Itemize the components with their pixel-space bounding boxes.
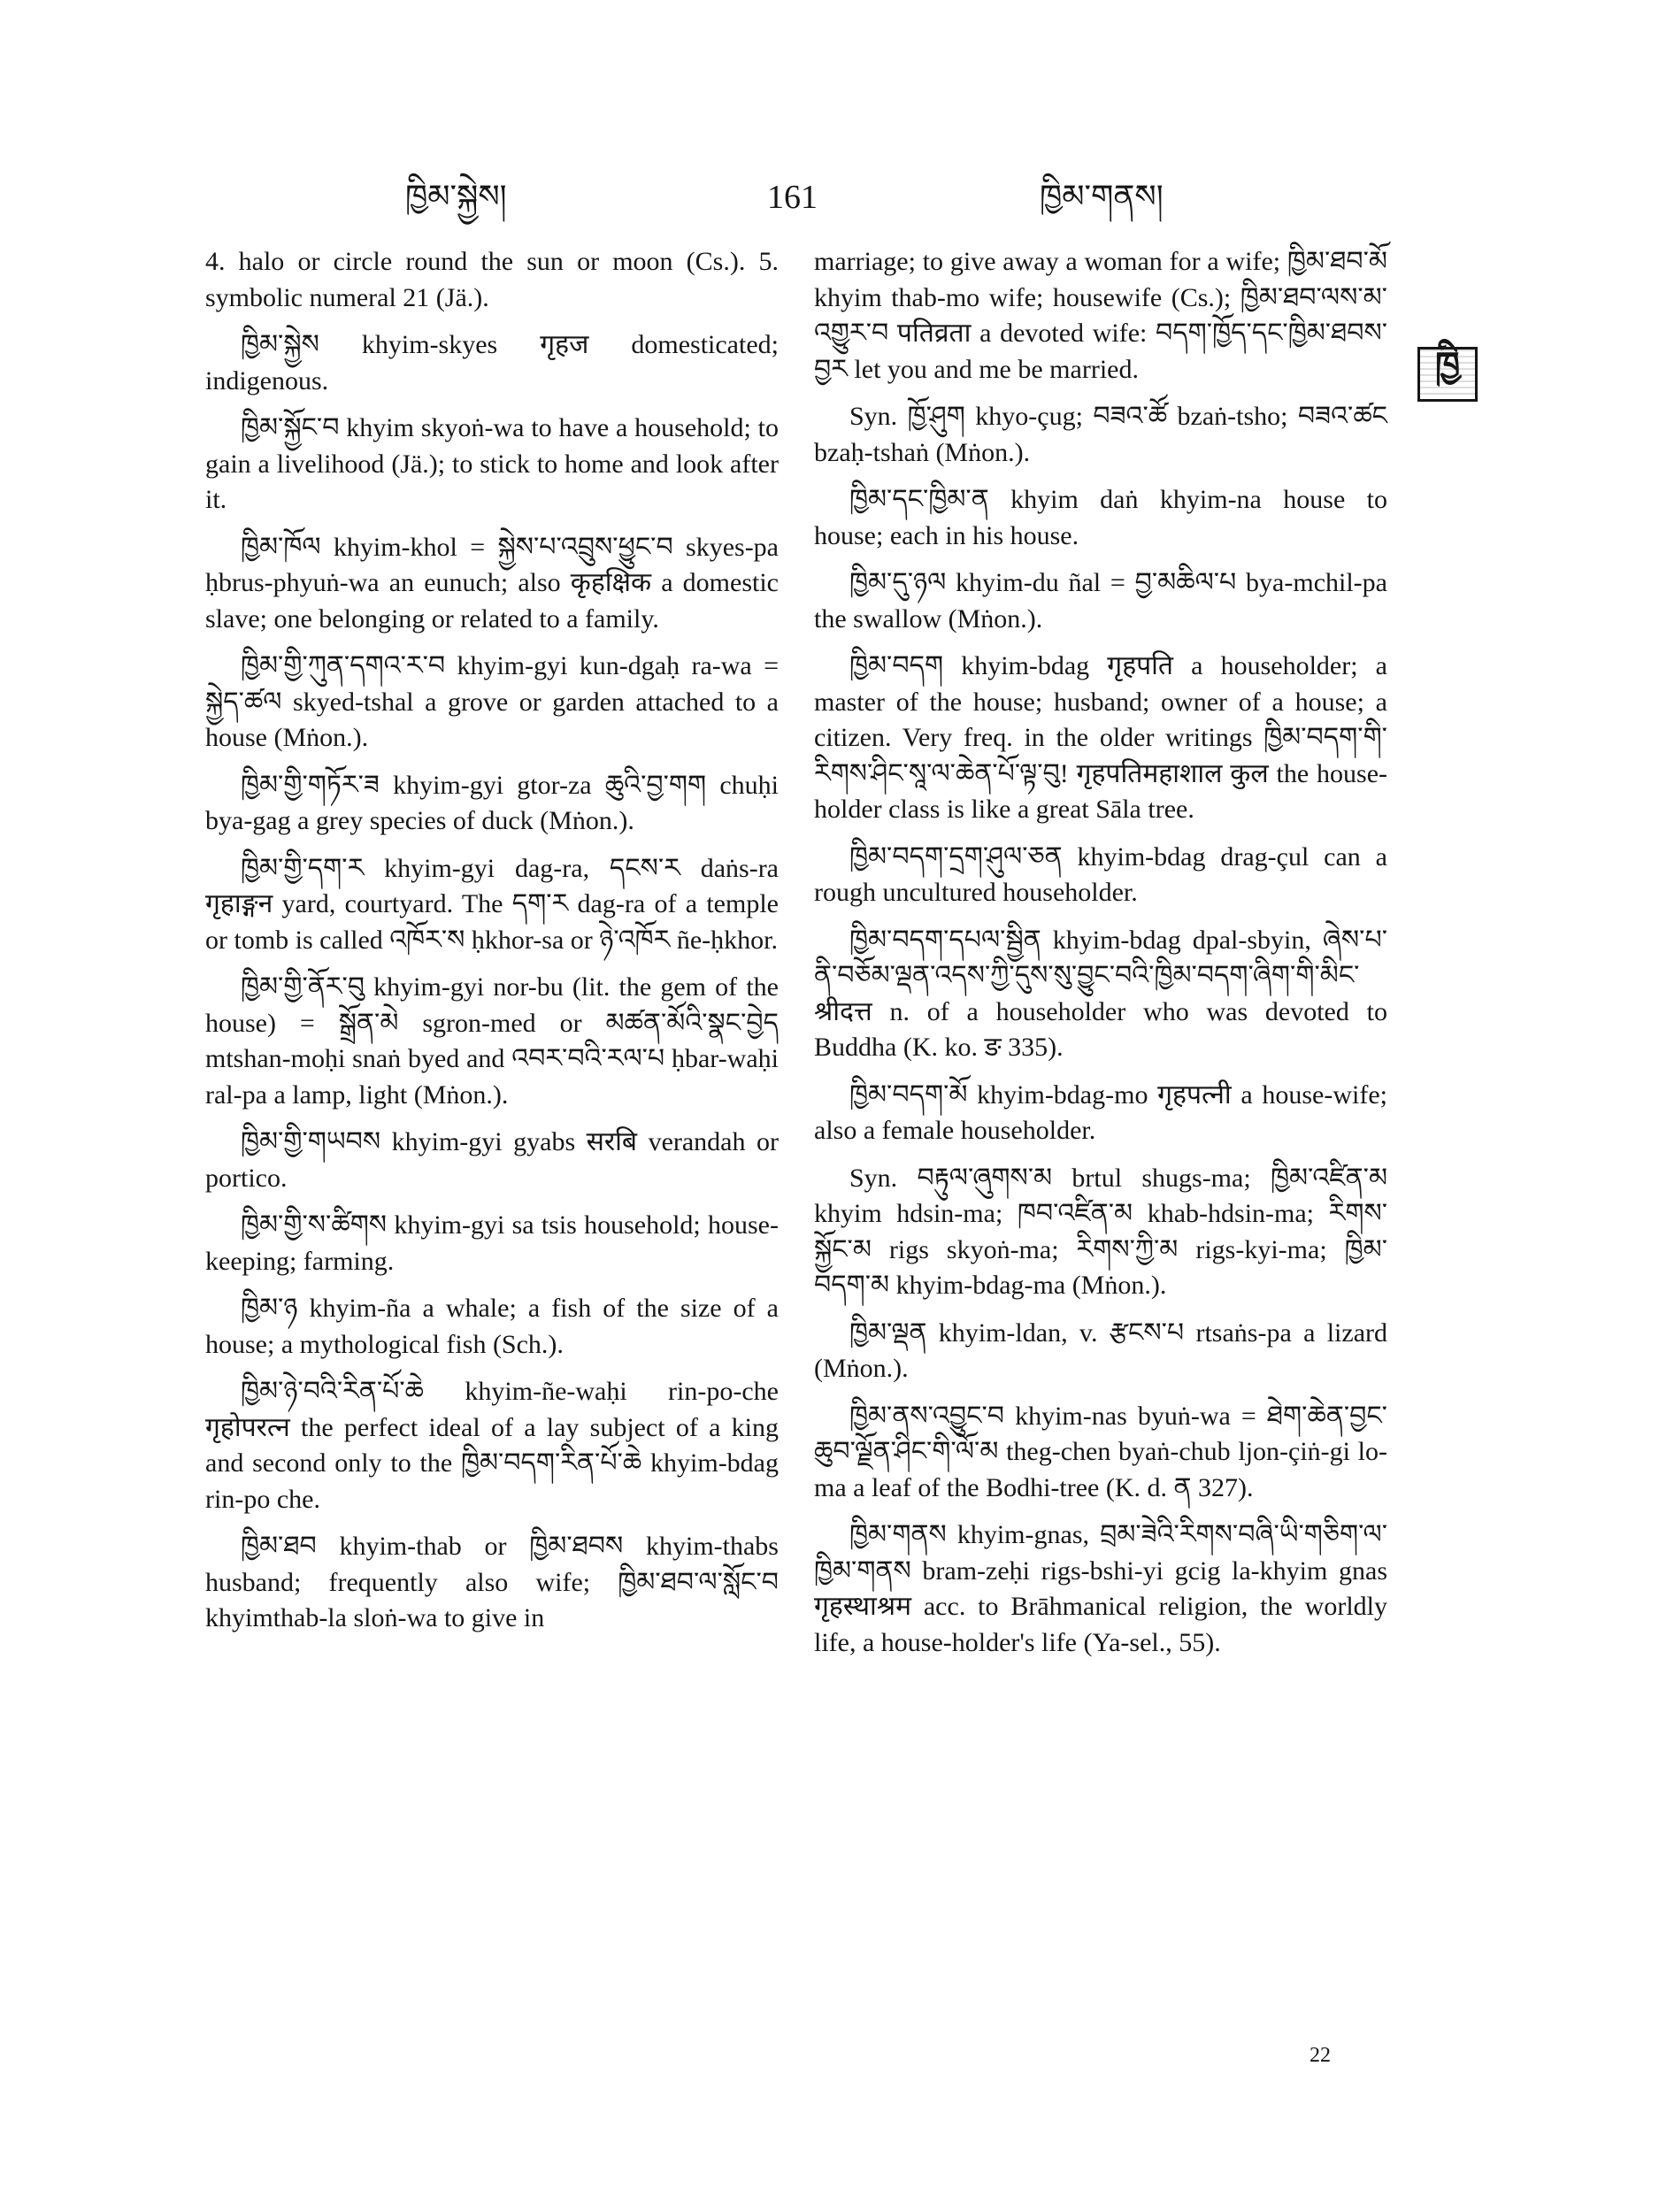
entry-paragraph: ཁྱིམ་ནས་འབྱུང་བ khyim-nas byuṅ-wa = ཐེག་ཆེན་བྱང་ཆུབ་ལྗོན་ཤིང་གི་ལོ་མ theg-chen byaṅ-chub ljon-çiṅ-gi lo-ma a leaf of the Bodhi-tree (K. d. ན 327). — [814, 1401, 1387, 1502]
running-head-right: ཁྱིམ་གནས། — [1040, 179, 1164, 215]
left-column — [205, 244, 779, 1648]
entry-paragraph: ཁྱིམ་སྐྱེས khyim-skyes गृहज domesticated; indigenous. — [205, 330, 779, 396]
entry-paragraph: ཁྱིམ་གྱི་ནོར་བུ khyim-gyi nor-bu (lit. the gem of the house) = སྒྲོན་མེ sgron-med or མཚན་མོའི་སྣང་བྱེད mtshan-moḥi snaṅ byed and འབར་བའི་རལ་པ ḥbar-waḥi ral-pa a lamp, light (Mṅon.). — [205, 972, 779, 1110]
entry-paragraph: ཁྱིམ་གྱི་དག་ར khyim-gyi dag-ra, དངས་ར daṅs-ra गृहाङ्गन yard, courtyard. The དག་ར dag-ra of a temple or tomb is called འཁོར་ས ḥkhor-sa or ཉེ་འཁོར ñe-ḥkhor. — [205, 853, 779, 955]
entry-paragraph: ཁྱིམ་བདག་མོ khyim-bdag-mo गृहपत्नी a house-wife; also a female householder. — [814, 1079, 1387, 1145]
entry-paragraph: ཁྱིམ་ཉ khyim-ña a whale; a fish of the size of a house; a mythological fish (Sch.). — [205, 1294, 779, 1359]
entry-paragraph: Syn. ཁྱོ་ཤུག khyo-çug; བཟའ་ཚོ bzaṅ-tsho; བཟའ་ཚང bzaḥ-tshaṅ (Mṅon.). — [814, 402, 1387, 467]
entry-paragraph: ཁྱིམ་གྱི་གཏོར་ཟ khyim-gyi gtor-za ཆུའི་བྱ་གག chuḥi bya-gag a grey species of duck (Mṅon.). — [205, 770, 779, 835]
entry-paragraph: marriage; to give away a woman for a wife; ཁྱིམ་ཐབ་མོ khyim thab-mo wife; housewife (Cs.); ཁྱིམ་ཐབ་ལས་མ་འགྱུར་བ पतिव्रता a devoted wife: བདག་ཁྱོད་དང་ཁྱིམ་ཐབས་བྱར let you and me be married. — [814, 247, 1387, 384]
entry-paragraph: ཁྱིམ་བདག་དཔལ་སྦྱིན khyim-bdag dpal-sbyin, ཞེས་པ་ནི་བཅོམ་ལྡན་འདས་ཀྱི་དུས་སུ་བྱུང་བའི་ཁྱིམ་བདག་ཞིག་གི་མིང་ श्रीदत्त n. of a householder who was devoted to Buddha (K. ko. ङ 335). — [814, 925, 1387, 1062]
running-head-left: ཁྱིམ་སྐྱེས། — [405, 179, 507, 215]
entry-paragraph: ཁྱིམ་ཐབ khyim-thab or ཁྱིམ་ཐབས khyim-thabs husband; frequently also wife; ཁྱིམ་ཐབ་ལ་སློང་བ khyimthab-la sloṅ-wa to give in — [205, 1532, 779, 1632]
entry-paragraph: ཁྱིམ་སྐྱོང་བ khyim skyoṅ-wa to have a household; to gain a livelihood (Jä.); to stick to home and look after it. — [205, 413, 779, 514]
entry-paragraph: ཁྱིམ་གྱི་ས་ཚིགས khyim-gyi sa tsis household; house-keeping; farming. — [205, 1210, 779, 1276]
signature-mark: 22 — [1310, 2044, 1331, 2067]
thumb-tab-glyph: ཁྱི — [1435, 344, 1460, 386]
entry-paragraph: ཁྱིམ་གྱི་ཀུན་དགའ་ར་བ khyim-gyi kun-dgaḥ ra-wa = སྐྱེད་ཚལ skyed-tshal a grove or garden attached to a house (Mṅon.). — [205, 651, 779, 752]
page-number: 161 — [767, 179, 818, 216]
entry-paragraph: 4. halo or circle round the sun or moon (Cs.). 5. symbolic numeral 21 (Jä.). — [205, 247, 779, 312]
entry-paragraph: ཁྱིམ་བདག་དྲག་ཤུལ་ཅན khyim-bdag drag-çul can a rough uncultured householder. — [814, 841, 1387, 907]
entry-paragraph: ཁྱིམ་གྱི་གཡབས khyim-gyi gyabs सरबि verandah or portico. — [205, 1127, 779, 1193]
entry-paragraph: ཁྱིམ་ཁོལ khyim-khol = སྐྱེས་པ་འབྲུས་ཕྱུང་བ skyes-pa ḥbrus-phyuṅ-wa an eunuch; also कृहक्षिक a domestic slave; one belonging or related to a family. — [205, 532, 779, 634]
entry-paragraph: ཁྱིམ་བདག khyim-bdag गृहपति a householder; a master of the house; husband; owner of a house; a citizen. Very freq. in the older writings ཁྱིམ་བདག་གི་རིགས་ཤིང་སཱ་ལ་ཆེན་པོ་ལྟ་བུ! गृहपतिमहाशाल कुल the house-holder class is like a great Sāla tree. — [814, 651, 1387, 824]
entry-paragraph: ཁྱིམ་ཉེ་བའི་རིན་པོ་ཆེ khyim-ñe-waḥi rin-po-che गृहोपरत्न the perfect ideal of a lay subject of a king and second only to the ཁྱིམ་བདག་རིན་པོ་ཆེ khyim-bdag rin-po che. — [205, 1377, 779, 1514]
entry-paragraph: Syn. བརྟུལ་ཞུགས་མ brtul shugs-ma; ཁྱིམ་འཛིན་མ khyim hdsin-ma; ཁབ་འཛིན་མ khab-hdsin-ma; རིགས་སྐྱོང་མ rigs skyoṅ-ma; རིགས་ཀྱི་མ rigs-kyi-ma; ཁྱིམ་བདག་མ khyim-bdag-ma (Mṅon.). — [814, 1163, 1387, 1300]
entry-paragraph: ཁྱིམ་ལྡན khyim-ldan, v. རྩངས་པ rtsaṅs-pa a lizard (Mṅon.). — [814, 1317, 1387, 1383]
thumb-index-tab — [1417, 344, 1478, 402]
right-column — [814, 244, 1387, 1672]
entry-paragraph: ཁྱིམ་དུ་ཉལ khyim-du ñal = བྱ་མཆིལ་པ bya-mchil-pa the swallow (Mṅon.). — [814, 568, 1387, 634]
entry-paragraph: ཁྱིམ་གནས khyim-gnas, བྲམ་ཟེའི་རིགས་བཞི་ཡི་གཅིག་ལ་ཁྱིམ་གནས bram-zeḥi rigs-bshi-yi gcig la-khyim gnas गृहस्थाश्रम acc. to Brāhmanical religion, the worldly life, a house-holder's life (Ya-sel., 55). — [814, 1520, 1387, 1657]
entry-paragraph: ཁྱིམ་དང་ཁྱིམ་ན khyim daṅ khyim-na house to house; each in his house. — [814, 485, 1387, 550]
